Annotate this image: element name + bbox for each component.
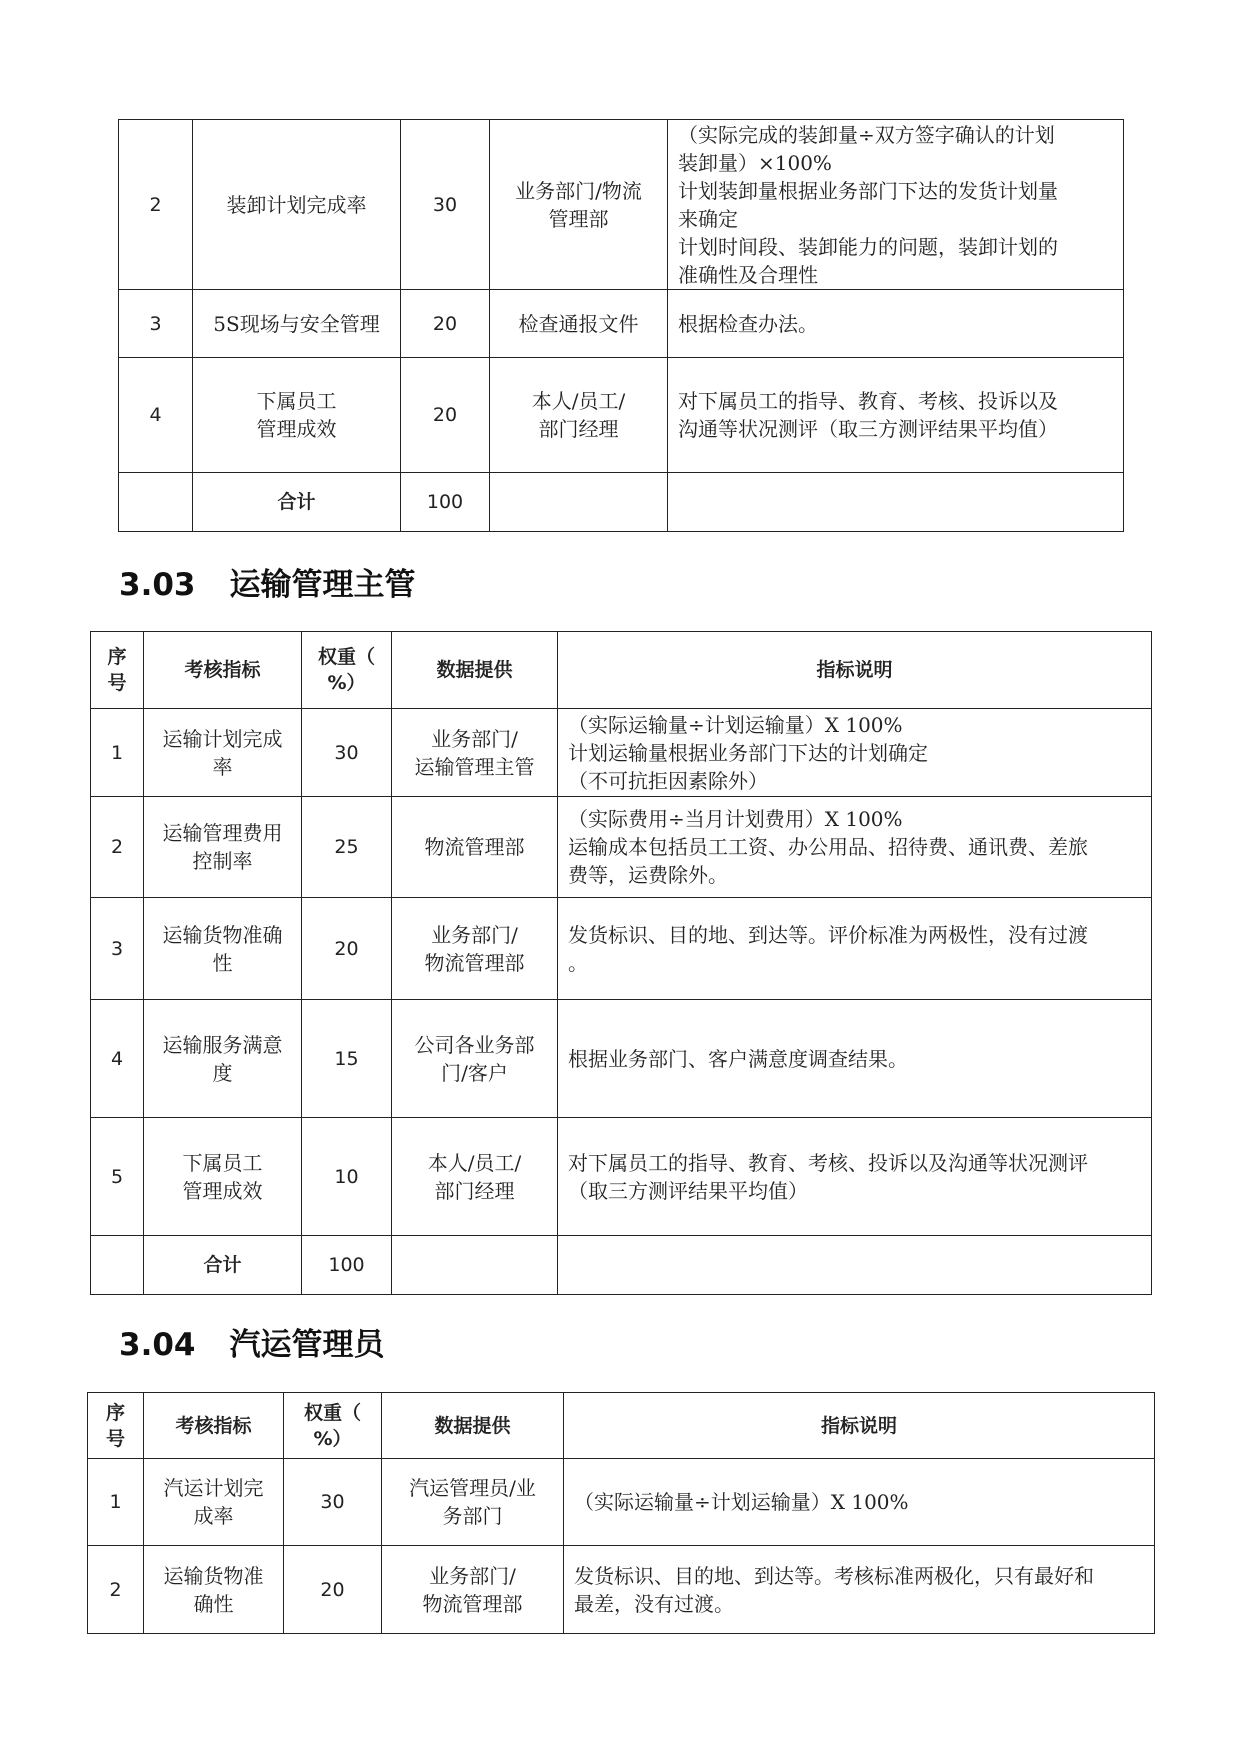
indicator-description: （实际完成的装卸量÷双方签字确认的计划 装卸量）×100% 计划装卸量根据业务部门下达的发货计划量 来确定 计划时间段、装卸能力的问题，装卸计划的 准确性及合理性 bbox=[668, 120, 1124, 290]
indicator-description bbox=[558, 1236, 1152, 1295]
table-row-total bbox=[119, 473, 1124, 532]
row-number: 3 bbox=[91, 898, 144, 1000]
row-number: 3 bbox=[119, 290, 193, 358]
row-number: 2 bbox=[88, 1546, 144, 1634]
data-provider: 本人/员工/ 部门经理 bbox=[490, 358, 668, 473]
row-number: 4 bbox=[91, 1000, 144, 1118]
section-title: 汽运管理员 bbox=[229, 1327, 385, 1363]
weight-value: 20 bbox=[284, 1546, 382, 1634]
table-header-row bbox=[91, 632, 1152, 709]
weight-value: 20 bbox=[401, 358, 490, 473]
data-provider: 业务部门/物流 管理部 bbox=[490, 120, 668, 290]
table-row bbox=[119, 290, 1124, 358]
row-number: 2 bbox=[91, 797, 144, 898]
indicator-description: （实际费用÷当月计划费用）X 100% 运输成本包括员工工资、办公用品、招待费、通讯费、差旅 费等，运费除外。 bbox=[558, 797, 1152, 898]
header-no: 序 号 bbox=[91, 632, 144, 709]
table-row bbox=[91, 797, 1152, 898]
row-number: 1 bbox=[91, 709, 144, 797]
table-row bbox=[91, 709, 1152, 797]
table-row bbox=[91, 1118, 1152, 1236]
indicator-name: 5S现场与安全管理 bbox=[193, 290, 401, 358]
row-number bbox=[91, 1236, 144, 1295]
indicator-description: 发货标识、目的地、到达等。评价标准为两极性，没有过渡 。 bbox=[558, 898, 1152, 1000]
table-row bbox=[91, 1000, 1152, 1118]
header-indicator: 考核指标 bbox=[144, 632, 302, 709]
weight-value: 20 bbox=[302, 898, 392, 1000]
indicator-description: 发货标识、目的地、到达等。考核标准两极化，只有最好和 最差，没有过渡。 bbox=[564, 1546, 1155, 1634]
row-number: 5 bbox=[91, 1118, 144, 1236]
indicator-description: 根据检查办法。 bbox=[668, 290, 1124, 358]
row-number: 4 bbox=[119, 358, 193, 473]
section-heading-3-03 bbox=[119, 565, 416, 605]
indicator-description bbox=[668, 473, 1124, 532]
indicator-name: 下属员工 管理成效 bbox=[193, 358, 401, 473]
section-number: 3.03 bbox=[119, 567, 196, 603]
data-provider: 业务部门/ 物流管理部 bbox=[382, 1546, 564, 1634]
section-heading-3-04 bbox=[119, 1325, 385, 1365]
data-provider: 检查通报文件 bbox=[490, 290, 668, 358]
header-description: 指标说明 bbox=[558, 632, 1152, 709]
data-provider: 业务部门/ 物流管理部 bbox=[392, 898, 558, 1000]
indicator-description: （实际运输量÷计划运输量）X 100% 计划运输量根据业务部门下达的计划确定 （不可抗拒因素除外） bbox=[558, 709, 1152, 797]
data-provider: 汽运管理员/业 务部门 bbox=[382, 1459, 564, 1546]
total-weight: 100 bbox=[302, 1236, 392, 1295]
data-provider: 公司各业务部 门/客户 bbox=[392, 1000, 558, 1118]
table-row bbox=[119, 358, 1124, 473]
table-row bbox=[88, 1546, 1155, 1634]
weight-value: 30 bbox=[401, 120, 490, 290]
header-no: 序 号 bbox=[88, 1393, 144, 1459]
table-transport-supervisor-kpi bbox=[90, 631, 1152, 1295]
header-provider: 数据提供 bbox=[382, 1393, 564, 1459]
indicator-name: 运输货物准 确性 bbox=[144, 1546, 284, 1634]
section-title: 运输管理主管 bbox=[229, 567, 416, 603]
weight-value: 15 bbox=[302, 1000, 392, 1118]
indicator-name: 运输货物准确 性 bbox=[144, 898, 302, 1000]
table-row-total bbox=[91, 1236, 1152, 1295]
indicator-name: 运输服务满意 度 bbox=[144, 1000, 302, 1118]
weight-value: 10 bbox=[302, 1118, 392, 1236]
weight-value: 20 bbox=[401, 290, 490, 358]
data-provider: 物流管理部 bbox=[392, 797, 558, 898]
table-warehouse-kpi bbox=[118, 119, 1124, 532]
table-row bbox=[119, 120, 1124, 290]
indicator-description: 对下属员工的指导、教育、考核、投诉以及 沟通等状况测评（取三方测评结果平均值） bbox=[668, 358, 1124, 473]
header-weight: 权重（ %） bbox=[284, 1393, 382, 1459]
header-weight: 权重（ %） bbox=[302, 632, 392, 709]
data-provider bbox=[490, 473, 668, 532]
row-number: 1 bbox=[88, 1459, 144, 1546]
header-indicator: 考核指标 bbox=[144, 1393, 284, 1459]
total-label: 合计 bbox=[144, 1236, 302, 1295]
table-row bbox=[88, 1459, 1155, 1546]
data-provider bbox=[392, 1236, 558, 1295]
indicator-description: （实际运输量÷计划运输量）X 100% bbox=[564, 1459, 1155, 1546]
weight-value: 30 bbox=[284, 1459, 382, 1546]
section-number: 3.04 bbox=[119, 1327, 196, 1363]
weight-value: 30 bbox=[302, 709, 392, 797]
table-truck-transport-kpi bbox=[87, 1392, 1155, 1634]
table-row bbox=[91, 898, 1152, 1000]
indicator-name: 下属员工 管理成效 bbox=[144, 1118, 302, 1236]
total-label: 合计 bbox=[193, 473, 401, 532]
header-provider: 数据提供 bbox=[392, 632, 558, 709]
data-provider: 本人/员工/ 部门经理 bbox=[392, 1118, 558, 1236]
indicator-description: 对下属员工的指导、教育、考核、投诉以及沟通等状况测评 （取三方测评结果平均值） bbox=[558, 1118, 1152, 1236]
indicator-name: 装卸计划完成率 bbox=[193, 120, 401, 290]
weight-value: 25 bbox=[302, 797, 392, 898]
row-number: 2 bbox=[119, 120, 193, 290]
indicator-name: 运输管理费用 控制率 bbox=[144, 797, 302, 898]
indicator-name: 汽运计划完 成率 bbox=[144, 1459, 284, 1546]
indicator-description: 根据业务部门、客户满意度调查结果。 bbox=[558, 1000, 1152, 1118]
header-description: 指标说明 bbox=[564, 1393, 1155, 1459]
table-header-row bbox=[88, 1393, 1155, 1459]
data-provider: 业务部门/ 运输管理主管 bbox=[392, 709, 558, 797]
total-weight: 100 bbox=[401, 473, 490, 532]
indicator-name: 运输计划完成 率 bbox=[144, 709, 302, 797]
row-number bbox=[119, 473, 193, 532]
